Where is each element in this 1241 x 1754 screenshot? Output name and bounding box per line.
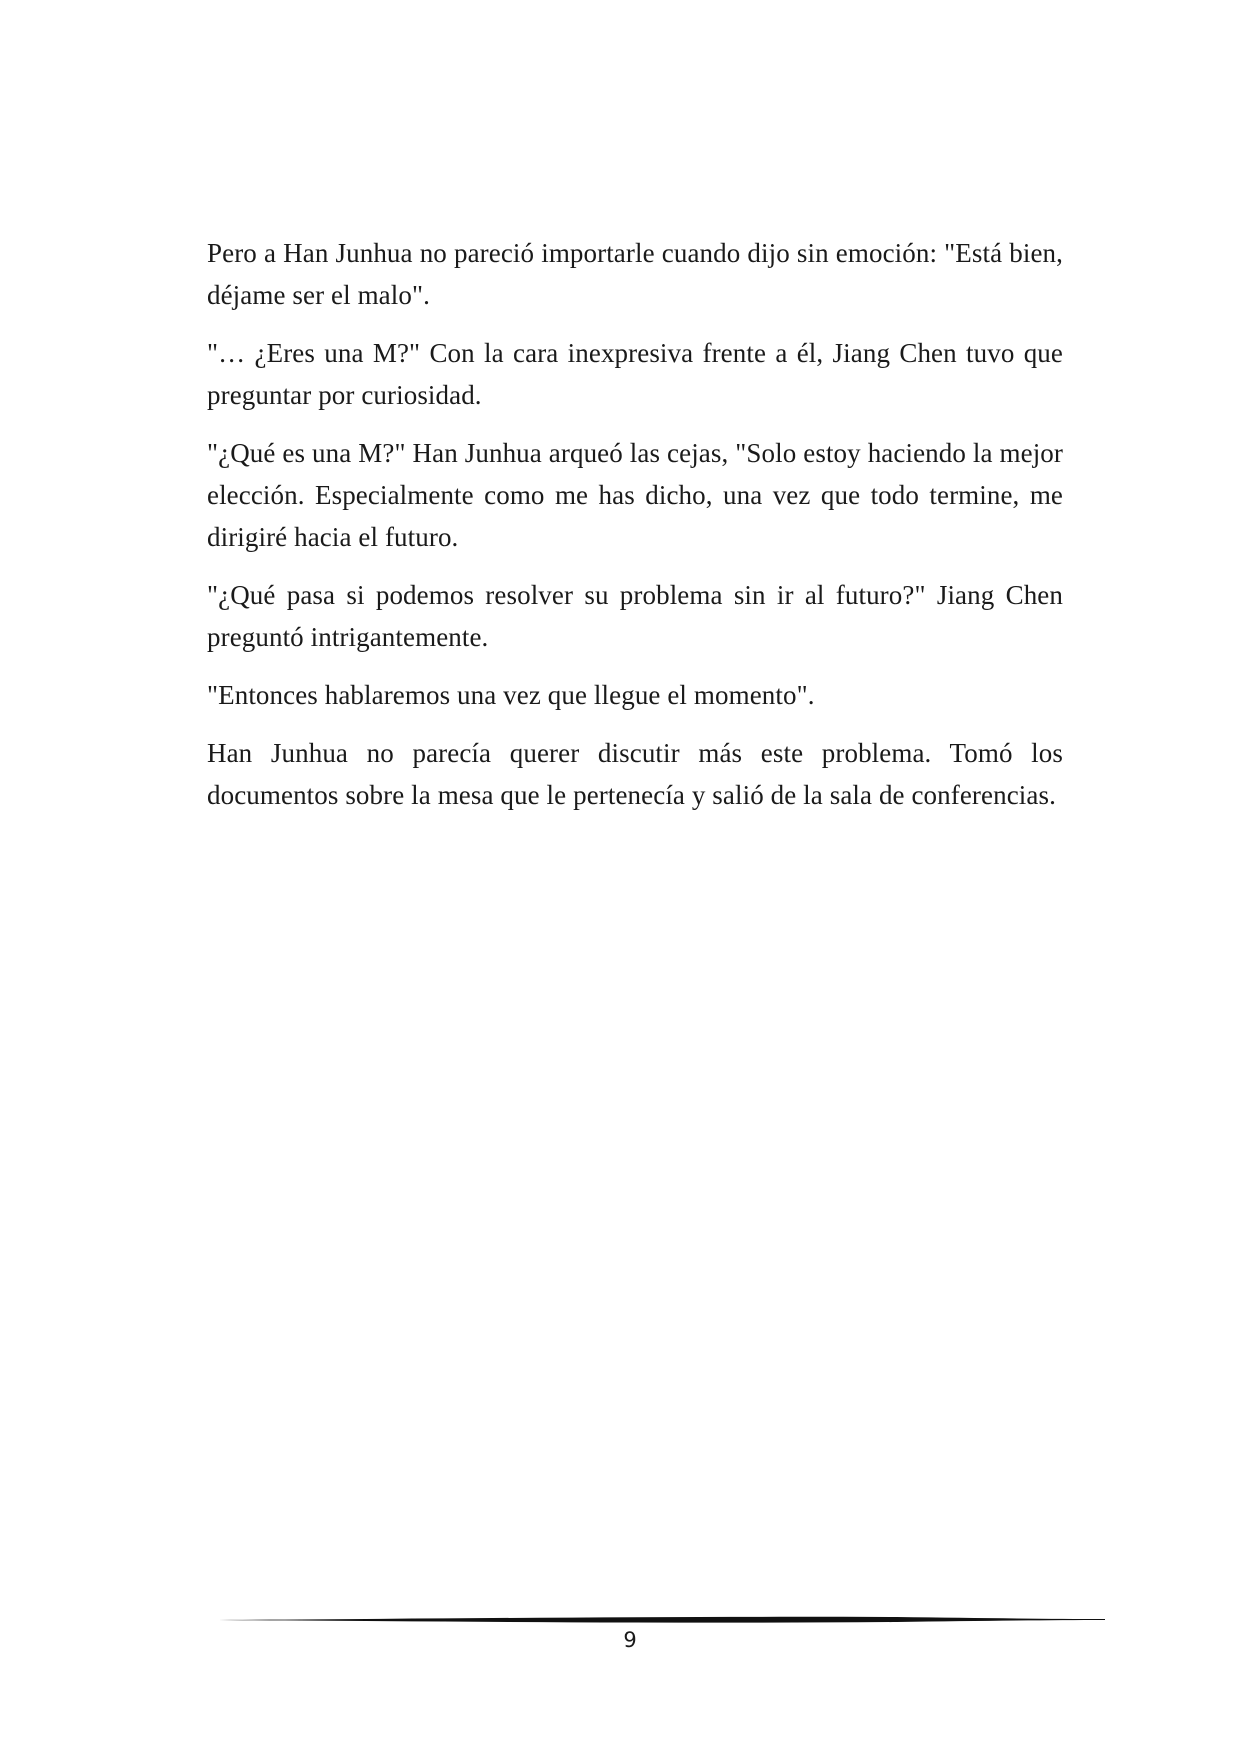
paragraph-6: Han Junhua no parecía querer discutir más este problema. Tomó los documentos sobre la mesa que le pertenecía y salió de la sala de conferencias. <box>207 738 1063 810</box>
body-text <box>207 232 1063 832</box>
paragraph-2: "… ¿Eres una M?" Con la cara inexpresiva frente a él, Jiang Chen tuvo que preguntar por curiosidad. <box>207 338 1063 410</box>
footer-divider <box>207 1612 1105 1626</box>
footer-divider-swash <box>207 1617 1105 1623</box>
paragraph-1: Pero a Han Junhua no pareció importarle cuando dijo sin emoción: "Está bien, déjame ser el malo". <box>207 238 1063 310</box>
page-number: 9 <box>623 1628 637 1652</box>
paragraph-5: "Entonces hablaremos una vez que llegue el momento". <box>207 680 815 710</box>
paragraph-3: "¿Qué es una M?" Han Junhua arqueó las cejas, "Solo estoy haciendo la mejor elección. Especialmente como me has dicho, una vez que todo termine, me dirigiré hacia el futuro. <box>207 438 1063 552</box>
paragraph-4: "¿Qué pasa si podemos resolver su problema sin ir al futuro?" Jiang Chen preguntó intrigantemente. <box>207 580 1063 652</box>
